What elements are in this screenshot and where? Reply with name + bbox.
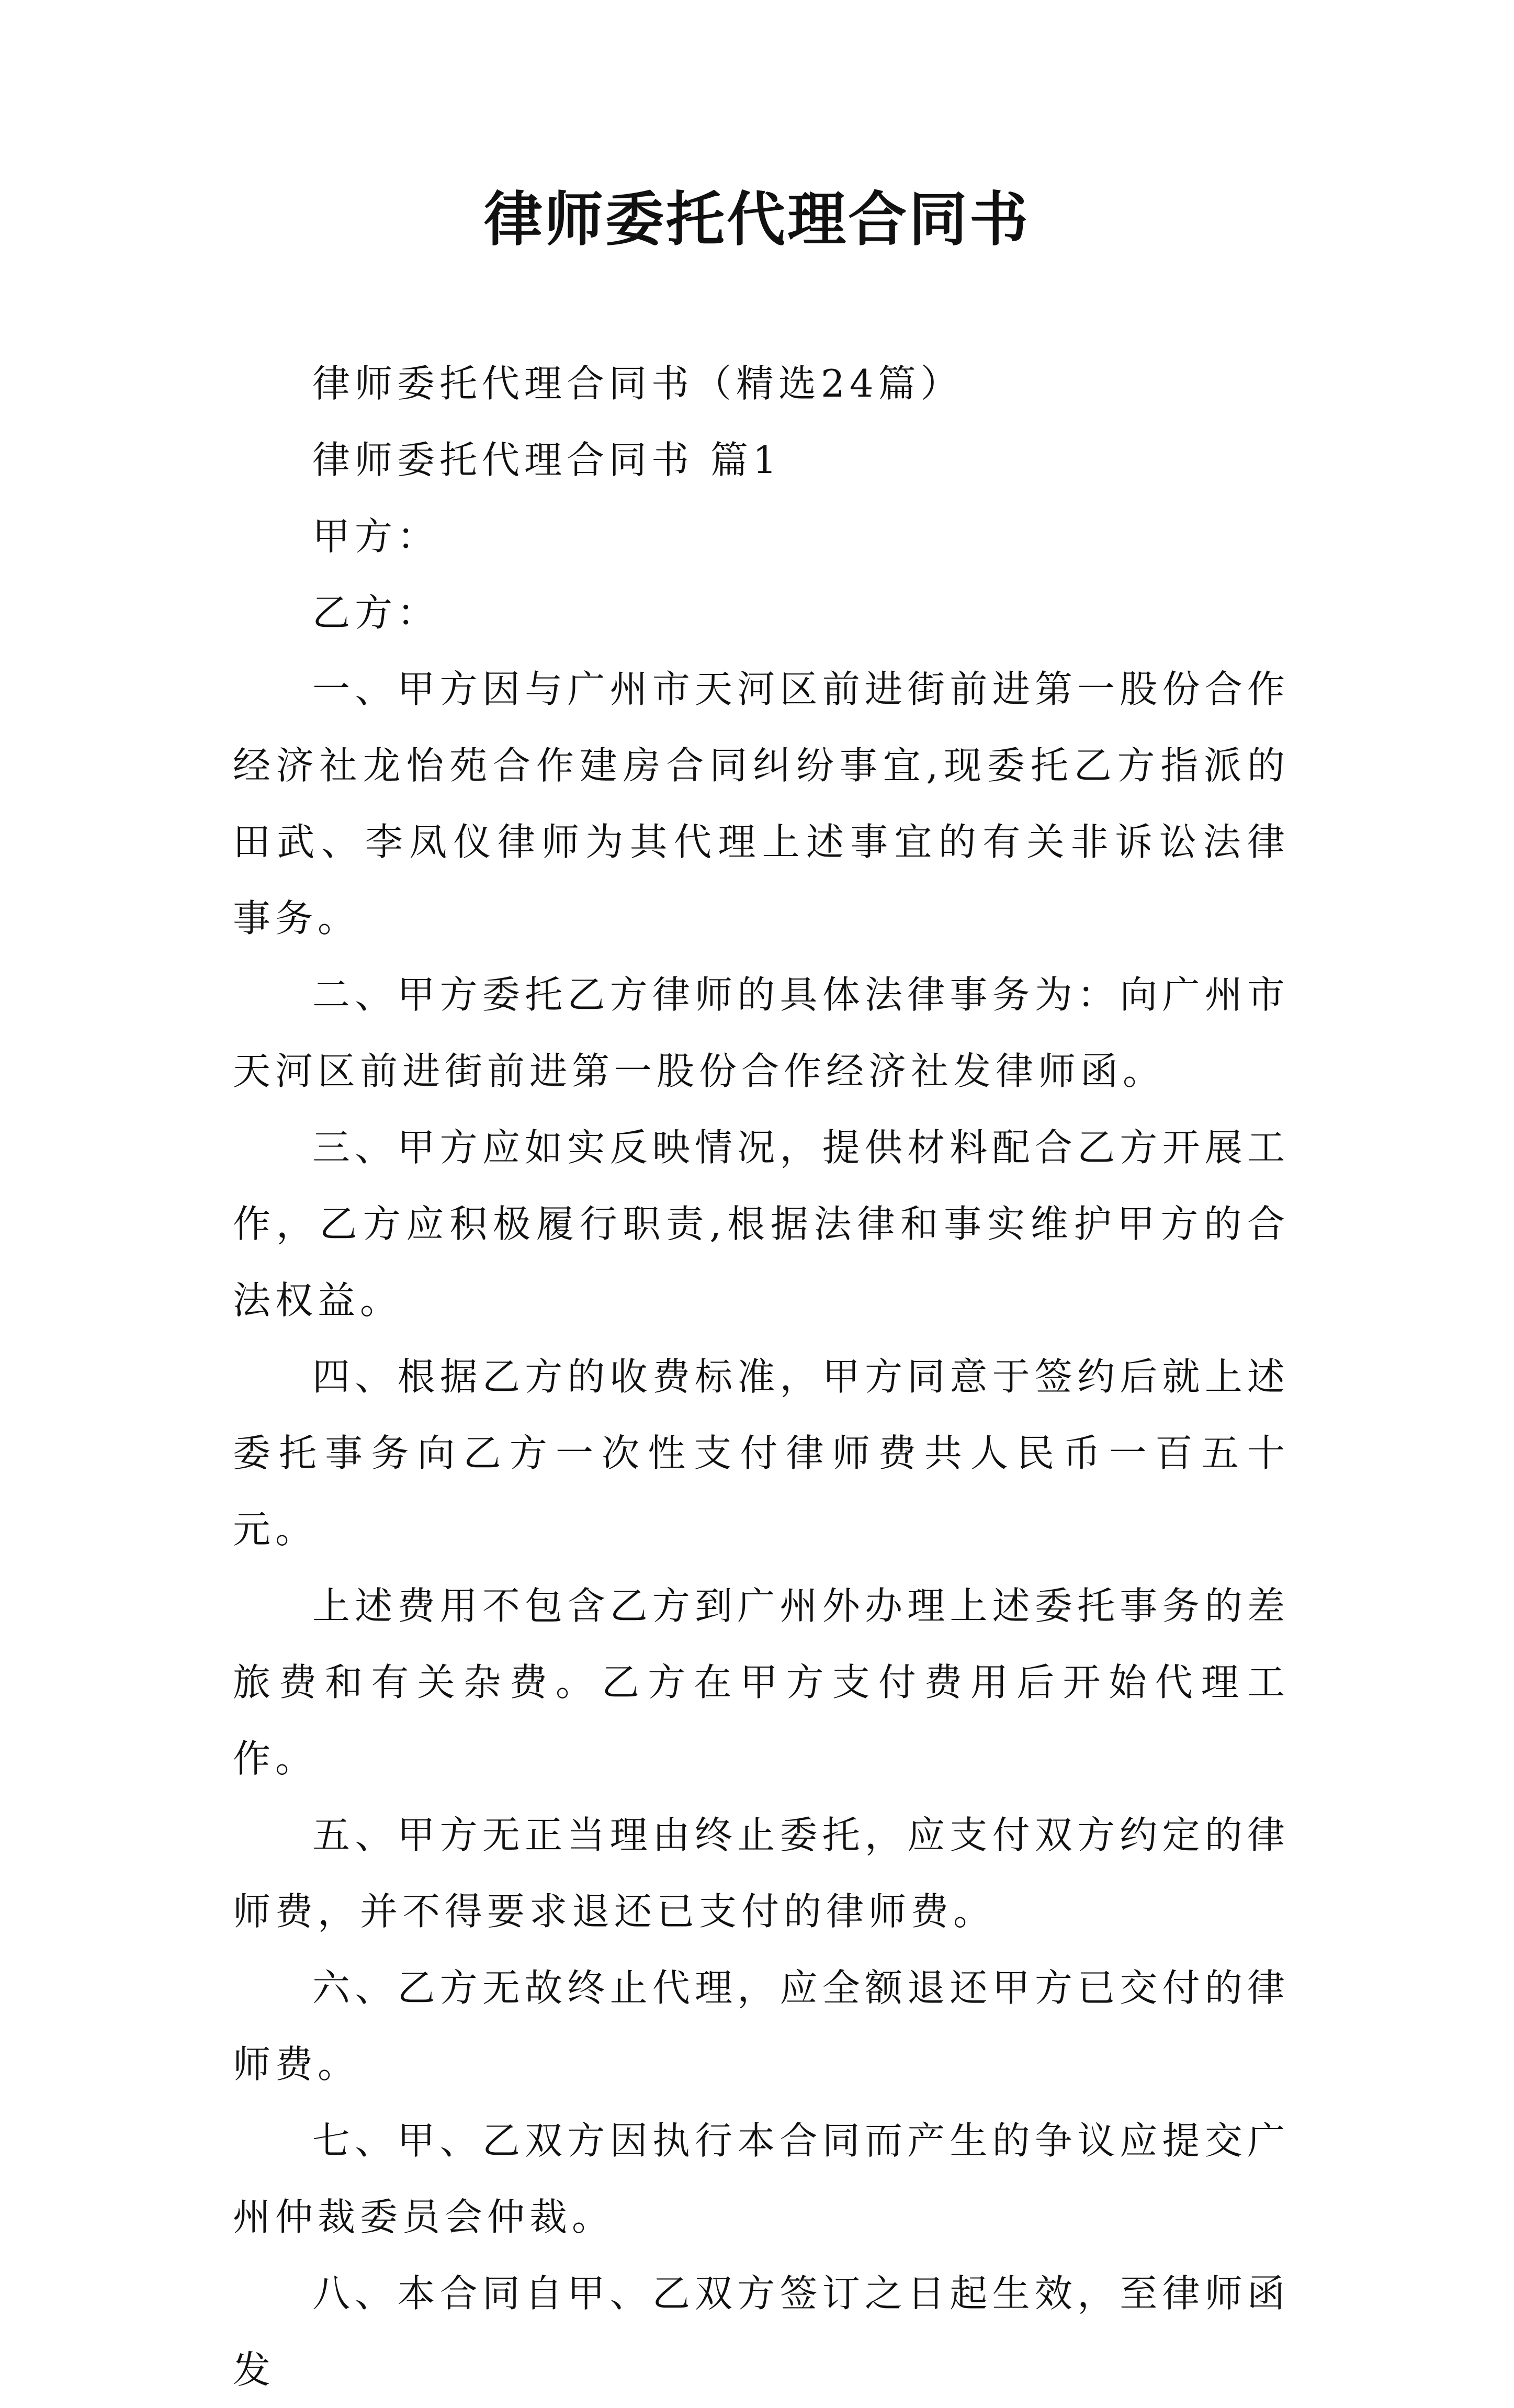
document-body [233, 345, 1290, 2408]
party-a-line: 甲方： [312, 514, 440, 558]
clause-2: 二、甲方委托乙方律师的具体法律事务为：向广州市天河区前进街前进第一股份合作经济社发律师函。 [233, 973, 1290, 1093]
section-heading: 律师委托代理合同书 篇1 [312, 438, 782, 482]
clause-5: 五、甲方无正当理由终止委托，应支付双方约定的律师费，并不得要求退还已支付的律师费。 [233, 1813, 1290, 1933]
clause-4: 四、根据乙方的收费标准，甲方同意于签约后就上述委托事务向乙方一次性支付律师费共人民币一百五十元。 [233, 1355, 1290, 1551]
clause-7: 七、甲、乙双方因执行本合同而产生的争议应提交广州仲裁委员会仲裁。 [233, 2119, 1290, 2239]
clause-4-note: 上述费用不包含乙方到广州外办理上述委托事务的差旅费和有关杂费。乙方在甲方支付费用后开始代理工作。 [233, 1584, 1290, 1781]
document-title: 律师委托代理合同书 [484, 185, 1030, 254]
collection-heading: 律师委托代理合同书（精选24篇） [312, 362, 963, 406]
clause-3: 三、甲方应如实反映情况，提供材料配合乙方开展工作，乙方应积极履行职责,根据法律和事实维护甲方的合法权益。 [233, 1126, 1290, 1322]
clause-8: 八、本合同自甲、乙双方签订之日起生效，至律师函发 [233, 2271, 1290, 2392]
party-b-line: 乙方： [312, 591, 440, 635]
clause-1: 一、甲方因与广州市天河区前进街前进第一股份合作经济社龙怡苑合作建房合同纠纷事宜,现委托乙方指派的田武、李凤仪律师为其代理上述事宜的有关非诉讼法律事务。 [233, 667, 1290, 940]
clause-6: 六、乙方无故终止代理，应全额退还甲方已交付的律师费。 [233, 1966, 1290, 2086]
